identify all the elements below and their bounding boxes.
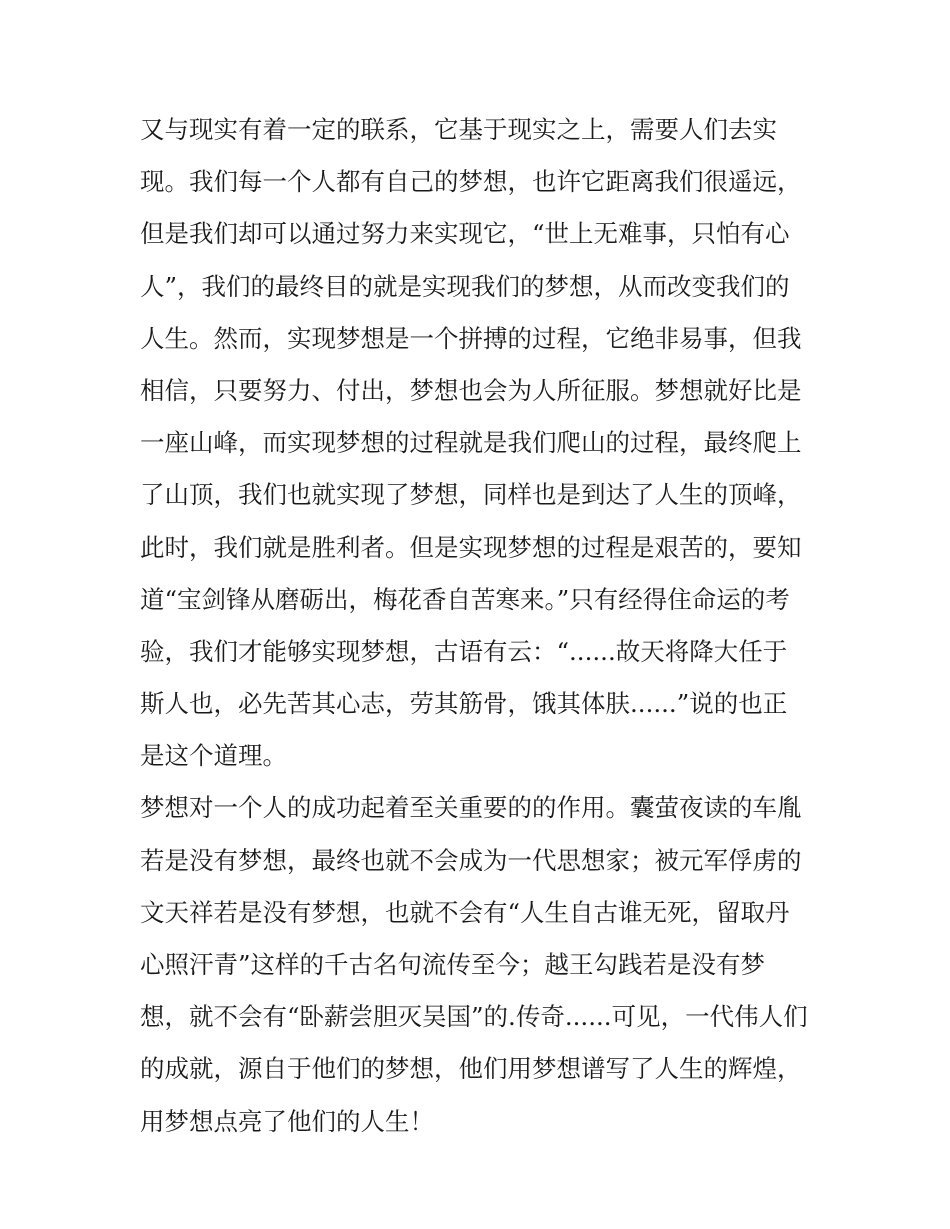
text-line: 梦想对一个人的成功起着至关重要的的作用。囊萤夜读的车胤 — [140, 793, 802, 823]
text-line: 若是没有梦想，最终也就不会成为一代思想家；被元军俘虏的 — [140, 845, 802, 875]
text-line: 一座山峰，而实现梦想的过程就是我们爬山的过程，最终爬上 — [140, 428, 802, 458]
text-line: 人生。然而，实现梦想是一个拼搏的过程，它绝非易事，但我 — [140, 323, 802, 353]
text-line: 斯人也，必先苦其心志，劳其筋骨，饿其体肤......”说的也正 — [140, 689, 788, 719]
text-line: 心照汗青”这样的千古名句流传至今；越王勾践若是没有梦 — [140, 950, 766, 979]
text-line: 相信，只要努力、付出，梦想也会为人所征服。梦想就好比是 — [140, 375, 802, 405]
text-line: 文天祥若是没有梦想，也就不会有“人生自古谁无死，留取丹 — [140, 897, 790, 927]
text-line: 用梦想点亮了他们的人生！ — [140, 1106, 434, 1136]
text-line: 的成就，源自于他们的梦想，他们用梦想谱写了人生的辉煌， — [140, 1054, 802, 1084]
text-line: 是这个道理。 — [140, 741, 287, 771]
text-line: 道“宝剑锋从磨砺出，梅花香自苦寒来。”只有经得住命运的考 — [140, 584, 790, 614]
text-line: 此时，我们就是胜利者。但是实现梦想的过程是艰苦的，要知 — [140, 532, 802, 562]
text-line: 想，就不会有“卧薪尝胆灭吴国”的.传奇......可见，一代伟人们 — [140, 1002, 808, 1032]
text-line: 验，我们才能够实现梦想，古语有云：“......故天将降大任于 — [140, 636, 788, 666]
text-line: 现。我们每一个人都有自己的梦想，也许它距离我们很遥远， — [140, 167, 802, 197]
text-line: 了山顶，我们也就实现了梦想，同样也是到达了人生的顶峰， — [140, 480, 802, 510]
text-line: 人”，我们的最终目的就是实现我们的梦想，从而改变我们的 — [140, 271, 790, 301]
text-line: 又与现实有着一定的联系，它基于现实之上，需要人们去实 — [140, 115, 777, 144]
body-text — [140, 104, 830, 1148]
text-line: 但是我们却可以通过努力来实现它，“世上无难事，只怕有心 — [140, 219, 790, 249]
